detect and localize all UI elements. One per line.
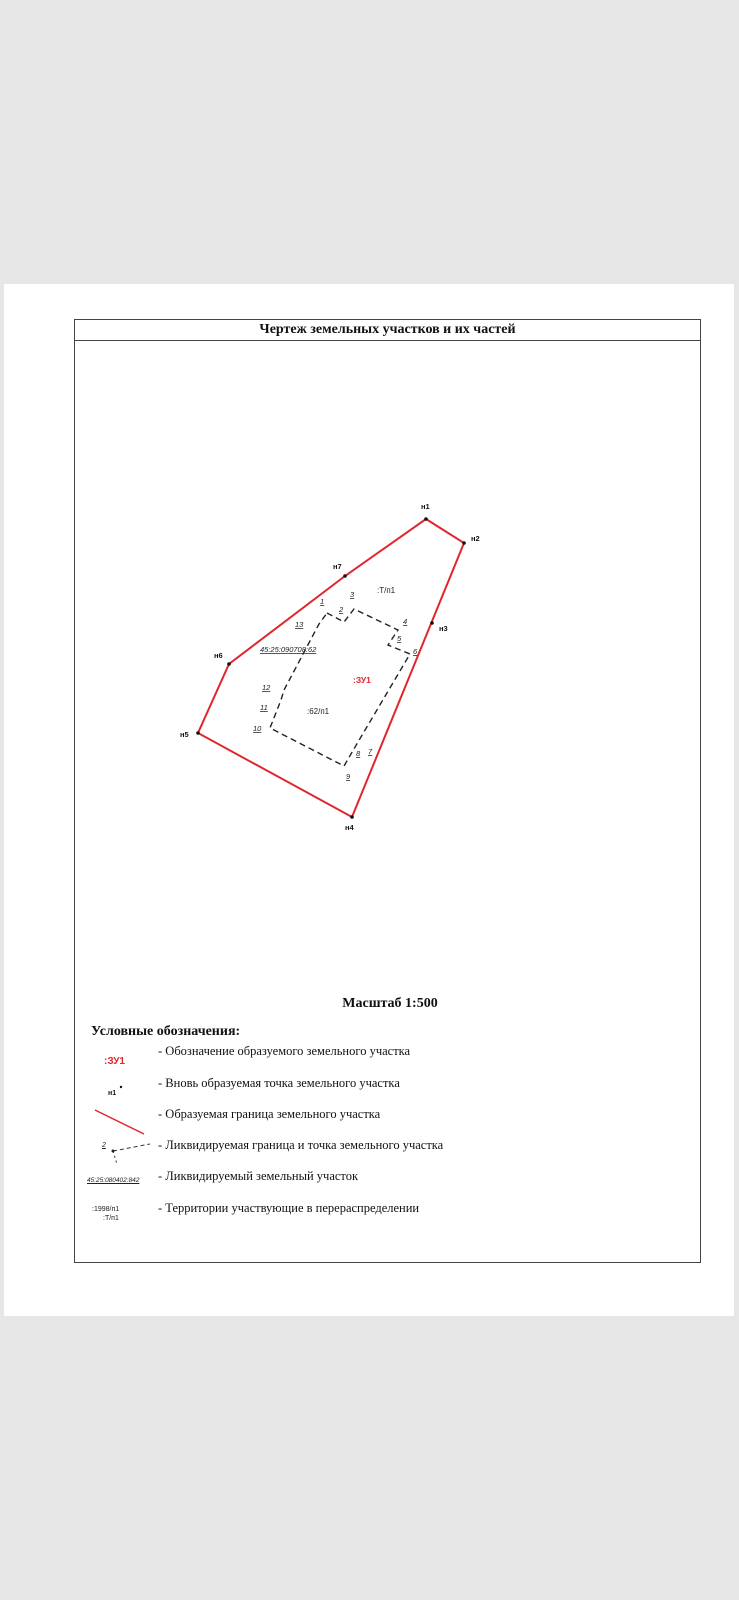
legend-symbol-territory: :1998/п1 <box>92 1206 120 1213</box>
old-point-label: 5 <box>397 634 402 643</box>
legend-title: Условные обозначения: <box>91 1024 241 1039</box>
point-n5-marker <box>196 731 200 735</box>
old-point-label: 10 <box>253 724 262 733</box>
legend-item-text: - Ликвидируемая граница и точка земельного участка <box>158 1138 444 1152</box>
old-boundary <box>270 609 410 766</box>
old-point-label: 9 <box>346 772 351 781</box>
point-n6-marker <box>227 662 231 666</box>
new-boundary <box>198 519 464 817</box>
legend-symbol-old-parcel: 45:25:080402:842 <box>87 1177 140 1184</box>
old-point-label: 12 <box>262 683 271 692</box>
old-point-label: 13 <box>295 620 304 629</box>
legend-item-text: - Образуемая граница земельного участка <box>158 1107 381 1121</box>
legend-symbol-new-point: н1 <box>108 1090 117 1097</box>
drawing-title: Чертеж земельных участков и их частей <box>74 319 701 341</box>
point-n1-marker <box>424 517 428 521</box>
legend-old-point-swatch <box>112 1150 115 1153</box>
legend-symbol-old-point: 2 <box>102 1142 106 1149</box>
old-cadastral-number: 45:25:090708:62 <box>260 645 317 654</box>
legend-old-boundary-swatch <box>113 1144 150 1151</box>
old-point-label: 1 <box>320 597 325 606</box>
legend-item-text: - Ликвидируемый земельный участок <box>158 1169 359 1183</box>
old-point-label: 3 <box>350 590 355 599</box>
legend-item-text: - Вновь образуемая точка земельного участка <box>158 1076 400 1090</box>
point-n3-marker <box>430 621 434 625</box>
legend-symbol-territory-2: :Т/п1 <box>103 1215 119 1222</box>
point-label: н1 <box>421 502 430 511</box>
old-point-label: 11 <box>260 703 268 712</box>
point-n7-marker <box>343 574 347 578</box>
legend-item-text: - Обозначение образуемого земельного участка <box>158 1044 411 1058</box>
point-label: н3 <box>439 624 448 633</box>
point-label: н5 <box>180 730 189 739</box>
point-label: н7 <box>333 562 342 571</box>
point-n2-marker <box>462 541 466 545</box>
territory-label: :Т/п1 <box>377 586 396 595</box>
old-point-label: 7 <box>368 747 373 756</box>
point-label: н4 <box>345 823 354 832</box>
old-point-label: 4 <box>403 617 408 626</box>
point-label: н6 <box>214 651 223 660</box>
old-point-label: 6 <box>413 647 418 656</box>
territory-label: :62/п1 <box>307 707 330 716</box>
legend-new-point-swatch <box>120 1086 122 1088</box>
legend-boundary-swatch <box>95 1110 144 1134</box>
legend-item-text: - Территории участвующие в перераспределении <box>158 1201 420 1215</box>
old-point-label: 2 <box>339 605 344 614</box>
parcel-label: :ЗУ1 <box>353 675 371 685</box>
legend-symbol-parcel: :ЗУ1 <box>104 1056 125 1067</box>
scale-label: Масштаб 1:500 <box>342 996 438 1011</box>
old-point-label: 8 <box>356 749 361 758</box>
point-label: н2 <box>471 534 480 543</box>
point-n4-marker <box>350 815 354 819</box>
